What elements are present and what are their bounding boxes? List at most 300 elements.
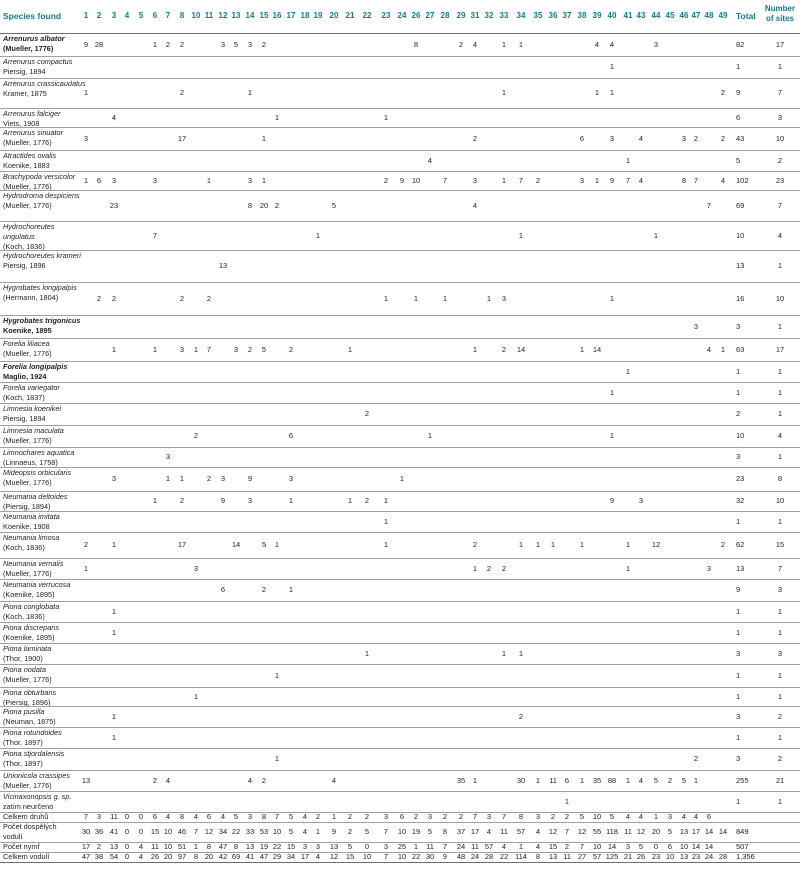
- count-cell: 1: [111, 712, 117, 721]
- summary-cell: 7: [193, 827, 199, 836]
- summary-cell: 2: [550, 812, 556, 821]
- summary-cell: 2: [347, 827, 353, 836]
- column-header: 33: [499, 11, 509, 20]
- count-cell: 17: [177, 134, 187, 143]
- count-cell: 2: [96, 294, 102, 303]
- summary-cell: 3: [247, 812, 253, 821]
- row-total: 32: [736, 496, 745, 505]
- species-name: [3, 580, 87, 600]
- species-author: Viets, 1908: [3, 119, 40, 128]
- count-cell: 3: [220, 40, 226, 49]
- summary-cell: 13: [679, 852, 689, 861]
- row-total: 6: [736, 113, 741, 122]
- species-name: [3, 559, 87, 579]
- summary-total: 1,356: [736, 852, 755, 861]
- column-header: 38: [577, 11, 587, 20]
- column-header: 23: [381, 11, 391, 20]
- count-cell: 1: [518, 540, 524, 549]
- summary-cell: 17: [691, 827, 701, 836]
- species-name: [3, 172, 87, 192]
- summary-cell: 5: [579, 812, 585, 821]
- summary-cell: 7: [83, 812, 89, 821]
- species-latin-name: Limnesia maculata: [3, 426, 64, 435]
- row-sites: 2: [777, 754, 783, 763]
- row-sites: 10: [775, 496, 785, 505]
- species-name: [3, 362, 87, 382]
- count-cell: 2: [720, 540, 726, 549]
- column-header: 16: [272, 11, 282, 20]
- summary-cell: 5: [347, 842, 353, 851]
- count-cell: 5: [331, 201, 337, 210]
- species-latin-name: Hygrobates trigonicus: [3, 316, 81, 325]
- row-divider: [0, 791, 800, 792]
- count-cell: 1: [288, 496, 294, 505]
- count-cell: 7: [518, 176, 524, 185]
- row-divider: [0, 361, 800, 362]
- count-cell: 1: [609, 388, 615, 397]
- summary-cell: 4: [302, 812, 308, 821]
- summary-cell: 15: [286, 842, 296, 851]
- row-divider: [0, 403, 800, 404]
- count-cell: 7: [442, 176, 448, 185]
- summary-cell: 28: [484, 852, 494, 861]
- species-latin-name: Neumania deltoides: [3, 492, 68, 501]
- row-divider: [0, 687, 800, 688]
- species-latin-name: Forelia longipalpis: [3, 362, 68, 371]
- summary-cell: 8: [193, 852, 199, 861]
- species-name: [3, 191, 87, 211]
- species-name: [3, 151, 87, 171]
- summary-cell: 4: [625, 812, 631, 821]
- summary-cell: 3: [625, 842, 631, 851]
- summary-cell: 0: [138, 812, 144, 821]
- summary-cell: 22: [272, 842, 282, 851]
- count-cell: 2: [535, 176, 541, 185]
- summary-cell: 8: [233, 842, 239, 851]
- count-cell: 1: [383, 113, 389, 122]
- species-author: (Koch, 1836): [3, 612, 45, 621]
- count-cell: 9: [220, 496, 226, 505]
- row-total: 16: [736, 294, 745, 303]
- summary-cell: 12: [636, 827, 646, 836]
- count-cell: 1: [111, 733, 117, 742]
- summary-cell: 7: [383, 827, 389, 836]
- species-latin-name: Piona pusilla: [3, 707, 45, 716]
- species-author: (Piersig, 1896): [3, 698, 51, 707]
- species-latin-name: Hydrochoreutes ungulatus: [3, 222, 55, 241]
- summary-label: Celkem vodulí: [3, 852, 50, 861]
- count-cell: 4: [594, 40, 600, 49]
- summary-cell: 6: [206, 812, 212, 821]
- row-total: 1: [736, 692, 741, 701]
- summary-cell: 0: [124, 827, 130, 836]
- count-cell: 20: [259, 201, 269, 210]
- count-cell: 1: [399, 474, 405, 483]
- count-cell: 2: [206, 294, 212, 303]
- species-latin-name: Limnochares aquatica: [3, 448, 75, 457]
- count-cell: 4: [638, 134, 644, 143]
- row-total: 82: [736, 40, 745, 49]
- species-author: (Mueller, 1776): [3, 569, 52, 578]
- summary-cell: 7: [274, 812, 280, 821]
- count-cell: 4: [331, 776, 337, 785]
- count-cell: 1: [501, 176, 507, 185]
- summary-cell: 5: [288, 812, 294, 821]
- species-author: zatím neurčeno: [3, 802, 54, 811]
- count-cell: 1: [347, 345, 353, 354]
- summary-cell: 33: [245, 827, 255, 836]
- row-sites: 4: [777, 231, 783, 240]
- summary-cell: 3: [427, 812, 433, 821]
- species-name: [3, 771, 87, 791]
- row-total: 1: [736, 607, 741, 616]
- count-cell: 2: [83, 540, 89, 549]
- count-cell: 3: [220, 474, 226, 483]
- count-cell: 2: [111, 294, 117, 303]
- row-divider: [0, 601, 800, 602]
- column-header: 2: [96, 11, 102, 20]
- summary-cell: 4: [315, 852, 321, 861]
- species-name: [3, 109, 87, 129]
- summary-cell: 118: [606, 827, 618, 836]
- count-cell: 1: [111, 628, 117, 637]
- summary-cell: 41: [245, 852, 255, 861]
- count-cell: 1: [347, 496, 353, 505]
- count-cell: 1: [564, 797, 570, 806]
- row-total: 1: [736, 733, 741, 742]
- summary-label: Počet dospělých vodulí: [3, 822, 57, 841]
- count-cell: 2: [472, 540, 478, 549]
- species-name: [3, 492, 87, 512]
- summary-cell: 26: [636, 852, 646, 861]
- count-cell: 2: [693, 134, 699, 143]
- species-name: [3, 665, 87, 685]
- summary-cell: 11: [563, 852, 571, 861]
- species-header: Species found: [3, 11, 62, 21]
- count-cell: 1: [472, 564, 478, 573]
- summary-cell: 13: [548, 852, 558, 861]
- row-divider: [0, 862, 800, 863]
- count-cell: 5: [653, 776, 659, 785]
- count-cell: 1: [579, 776, 585, 785]
- row-total: 3: [736, 712, 741, 721]
- count-cell: 7: [206, 345, 212, 354]
- summary-cell: 0: [124, 842, 130, 851]
- species-author: (Thor, 1897): [3, 759, 43, 768]
- species-author: (Piersig, 1894): [3, 502, 51, 511]
- count-cell: 6: [564, 776, 570, 785]
- summary-cell: 22: [231, 827, 241, 836]
- summary-cell: 1: [653, 812, 659, 821]
- column-header: 24: [397, 11, 407, 20]
- count-cell: 1: [625, 367, 631, 376]
- summary-cell: 47: [259, 852, 269, 861]
- summary-cell: 10: [665, 852, 675, 861]
- count-cell: 2: [261, 585, 267, 594]
- count-cell: 10: [411, 176, 421, 185]
- column-header: 22: [362, 11, 372, 20]
- summary-cell: 69: [231, 852, 241, 861]
- species-author: Maglio, 1924: [3, 372, 47, 381]
- count-cell: 2: [364, 496, 370, 505]
- summary-cell: 4: [535, 827, 541, 836]
- row-divider: [0, 447, 800, 448]
- summary-cell: 8: [261, 812, 267, 821]
- species-author: Kramer, 1875: [3, 89, 47, 98]
- count-cell: 8: [413, 40, 419, 49]
- row-sites: 1: [777, 517, 783, 526]
- species-name: [3, 79, 87, 99]
- species-name: [3, 707, 87, 727]
- species-latin-name: Arrenurus crassicaudatus: [3, 79, 86, 88]
- count-cell: 7: [693, 176, 699, 185]
- column-header: 28: [440, 11, 450, 20]
- row-divider: [0, 190, 800, 191]
- sites-header: Number of sites: [764, 4, 796, 23]
- species-latin-name: Hydrochoreutes krameri: [3, 251, 81, 260]
- row-total: 62: [736, 540, 745, 549]
- count-cell: 1: [518, 40, 524, 49]
- summary-label: Celkem druhů: [3, 812, 49, 821]
- count-cell: 1: [274, 113, 280, 122]
- count-cell: 1: [594, 88, 600, 97]
- summary-cell: 21: [623, 852, 633, 861]
- count-cell: 1: [609, 431, 615, 440]
- row-sites: 8: [777, 474, 783, 483]
- summary-cell: 25: [397, 842, 407, 851]
- count-cell: 3: [233, 345, 239, 354]
- summary-cell: 20: [163, 852, 173, 861]
- summary-cell: 10: [679, 842, 689, 851]
- row-divider: [0, 150, 800, 151]
- count-cell: 9: [399, 176, 405, 185]
- species-latin-name: Limnesia koenikei: [3, 404, 62, 413]
- species-name: [3, 222, 87, 252]
- summary-cell: 2: [458, 812, 464, 821]
- summary-cell: 22: [499, 852, 509, 861]
- column-header: 45: [665, 11, 675, 20]
- species-latin-name: Neumania verrucosa: [3, 580, 71, 589]
- summary-cell: 27: [577, 852, 587, 861]
- species-author: Piersig, 1894: [3, 414, 46, 423]
- summary-cell: 8: [535, 852, 541, 861]
- count-cell: 14: [516, 345, 526, 354]
- count-cell: 1: [152, 40, 158, 49]
- count-cell: 1: [579, 345, 585, 354]
- row-divider: [0, 579, 800, 580]
- count-cell: 1: [383, 517, 389, 526]
- summary-cell: 24: [470, 852, 480, 861]
- species-latin-name: Piona laminata: [3, 644, 52, 653]
- count-cell: 4: [247, 776, 253, 785]
- summary-total: 507: [736, 842, 749, 851]
- species-author: (Koenike, 1895): [3, 590, 55, 599]
- row-total: 3: [736, 754, 741, 763]
- count-cell: 1: [413, 294, 419, 303]
- summary-cell: 2: [413, 812, 419, 821]
- count-cell: 2: [501, 564, 507, 573]
- row-sites: 1: [777, 797, 783, 806]
- species-author: Piersig, 1894: [3, 67, 46, 76]
- summary-cell: 24: [456, 842, 466, 851]
- row-divider: [0, 315, 800, 316]
- summary-cell: 47: [81, 852, 91, 861]
- count-cell: 2: [179, 88, 185, 97]
- summary-cell: 38: [94, 852, 104, 861]
- count-cell: 1: [179, 474, 185, 483]
- count-cell: 1: [261, 134, 267, 143]
- summary-cell: 10: [397, 852, 407, 861]
- column-header: 17: [286, 11, 296, 20]
- column-header: 46: [679, 11, 689, 20]
- summary-cell: 11: [471, 842, 479, 851]
- count-cell: 1: [274, 671, 280, 680]
- column-header: 27: [425, 11, 435, 20]
- row-divider: [0, 250, 800, 251]
- count-cell: 2: [261, 40, 267, 49]
- row-divider: [0, 127, 800, 128]
- species-author: (Koch, 1836): [3, 242, 45, 251]
- count-cell: 1: [625, 776, 631, 785]
- row-sites: 1: [777, 628, 783, 637]
- column-header: 47: [691, 11, 701, 20]
- summary-cell: 8: [179, 812, 185, 821]
- count-cell: 3: [653, 40, 659, 49]
- row-total: 5: [736, 156, 741, 165]
- summary-cell: 12: [548, 827, 558, 836]
- species-latin-name: Hydrodroma despiciens: [3, 191, 80, 200]
- count-cell: 5: [681, 776, 687, 785]
- row-sites: 2: [777, 712, 783, 721]
- count-cell: 3: [247, 496, 253, 505]
- species-latin-name: Piona stjordalensis: [3, 749, 65, 758]
- row-total: 23: [736, 474, 745, 483]
- species-latin-name: Neumania imitata: [3, 512, 60, 521]
- count-cell: 2: [458, 40, 464, 49]
- count-cell: 2: [179, 294, 185, 303]
- count-cell: 6: [96, 176, 102, 185]
- row-divider: [0, 727, 800, 728]
- summary-cell: 19: [411, 827, 421, 836]
- count-cell: 4: [111, 113, 117, 122]
- row-divider: [0, 822, 800, 823]
- summary-cell: 6: [667, 842, 673, 851]
- column-header: 11: [204, 11, 214, 20]
- count-cell: 5: [233, 40, 239, 49]
- species-author: (Neuman, 1875): [3, 717, 56, 726]
- summary-cell: 11: [624, 827, 632, 836]
- row-total: 43: [736, 134, 745, 143]
- row-total: 1: [736, 797, 741, 806]
- species-name: [3, 339, 87, 359]
- row-total: 1: [736, 388, 741, 397]
- summary-cell: 2: [564, 812, 570, 821]
- species-author: (Mueller, 1776): [3, 478, 52, 487]
- count-cell: 1: [609, 294, 615, 303]
- count-cell: 3: [706, 564, 712, 573]
- summary-cell: 7: [383, 852, 389, 861]
- summary-cell: 10: [592, 812, 602, 821]
- summary-cell: 12: [577, 827, 587, 836]
- summary-cell: 10: [272, 827, 282, 836]
- summary-cell: 10: [397, 827, 407, 836]
- column-header: 15: [259, 11, 269, 20]
- summary-cell: 11: [151, 842, 159, 851]
- species-latin-name: Piona rotundoides: [3, 728, 62, 737]
- count-cell: 1: [152, 496, 158, 505]
- summary-cell: 0: [138, 827, 144, 836]
- summary-cell: 15: [150, 827, 160, 836]
- count-cell: 1: [383, 294, 389, 303]
- count-cell: 4: [472, 40, 478, 49]
- summary-cell: 11: [110, 812, 118, 821]
- summary-cell: 4: [638, 812, 644, 821]
- species-author: (Linnaeus, 1758): [3, 458, 58, 467]
- count-cell: 1: [193, 692, 199, 701]
- row-divider: [0, 33, 800, 34]
- species-name: [3, 128, 87, 148]
- summary-cell: 24: [704, 852, 714, 861]
- species-latin-name: Atractides ovalis: [3, 151, 57, 160]
- column-header: 1: [83, 11, 89, 20]
- summary-cell: 13: [329, 842, 339, 851]
- summary-cell: 23: [651, 852, 661, 861]
- species-author: (Mueller, 1776): [3, 138, 52, 147]
- count-cell: 4: [427, 156, 433, 165]
- row-sites: 1: [777, 388, 783, 397]
- count-cell: 2: [152, 776, 158, 785]
- count-cell: 1: [579, 540, 585, 549]
- summary-cell: 46: [177, 827, 187, 836]
- summary-cell: 6: [706, 812, 712, 821]
- row-sites: 10: [775, 134, 785, 143]
- summary-cell: 5: [427, 827, 433, 836]
- species-author: (Koch, 1836): [3, 543, 45, 552]
- row-sites: 15: [775, 540, 785, 549]
- species-author: (Koch, 1837): [3, 393, 45, 402]
- species-name: [3, 749, 87, 769]
- summary-cell: 15: [345, 852, 355, 861]
- count-cell: 3: [501, 294, 507, 303]
- count-cell: 1: [693, 776, 699, 785]
- summary-cell: 0: [653, 842, 659, 851]
- species-latin-name: Arrenurus albator: [3, 34, 65, 43]
- row-divider: [0, 748, 800, 749]
- summary-cell: 6: [399, 812, 405, 821]
- row-divider: [0, 558, 800, 559]
- species-author: (Mueller, 1776): [3, 781, 52, 790]
- count-cell: 1: [274, 540, 280, 549]
- summary-cell: 10: [592, 842, 602, 851]
- row-total: 102: [736, 176, 749, 185]
- count-cell: 14: [231, 540, 241, 549]
- row-sites: 1: [777, 261, 783, 270]
- summary-cell: 17: [300, 852, 310, 861]
- count-cell: 13: [81, 776, 91, 785]
- count-cell: 11: [549, 776, 557, 785]
- species-author: Koenike, 1883: [3, 161, 50, 170]
- count-cell: 1: [152, 345, 158, 354]
- summary-cell: 3: [486, 812, 492, 821]
- summary-cell: 26: [150, 852, 160, 861]
- row-divider: [0, 643, 800, 644]
- species-name: [3, 426, 87, 446]
- species-author: (Mueller, 1776): [3, 201, 52, 210]
- summary-cell: 8: [442, 827, 448, 836]
- count-cell: 9: [609, 176, 615, 185]
- summary-cell: 29: [272, 852, 282, 861]
- summary-cell: 55: [592, 827, 602, 836]
